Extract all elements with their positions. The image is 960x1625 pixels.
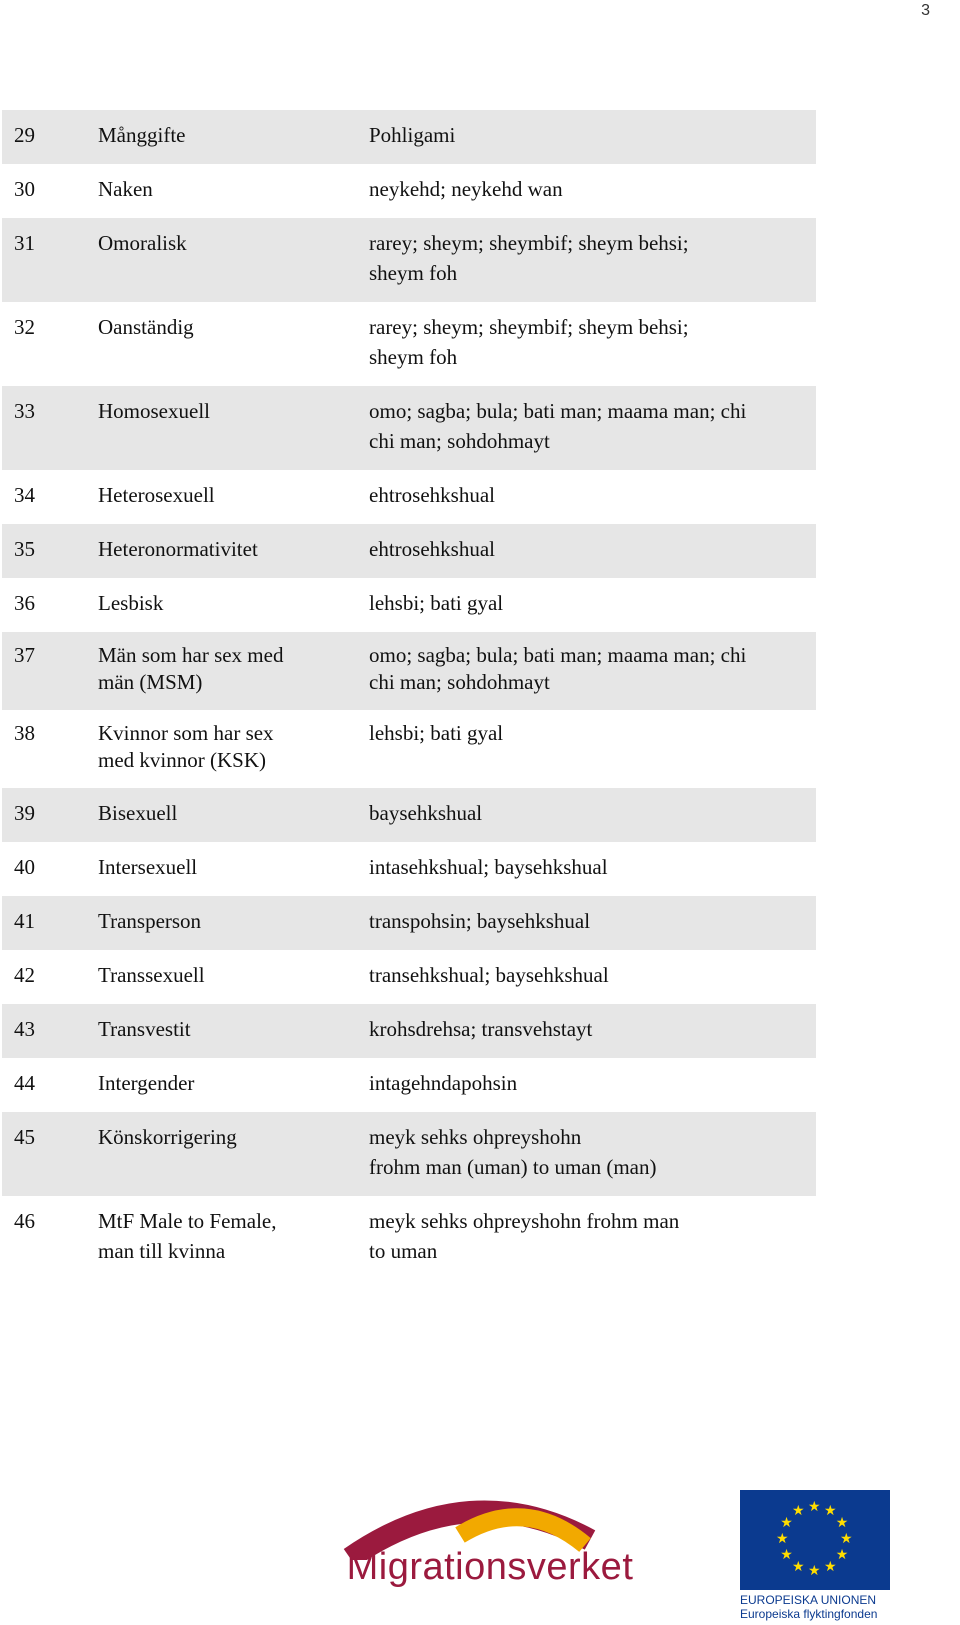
table-row bbox=[2, 218, 816, 302]
swedish-term bbox=[97, 524, 368, 578]
swedish-term bbox=[97, 302, 368, 386]
table-row bbox=[2, 578, 816, 632]
swedish-term-text: Oanständig bbox=[98, 315, 194, 339]
swedish-term-text: Män som har sex med män (MSM) bbox=[98, 643, 284, 694]
eu-star-icon: ★ bbox=[835, 1516, 849, 1531]
krio-translation bbox=[368, 710, 816, 788]
krio-translation bbox=[368, 1058, 816, 1112]
krio-translation bbox=[368, 110, 816, 164]
krio-translation-text: intagehndapohsin bbox=[369, 1071, 518, 1095]
krio-translation bbox=[368, 218, 816, 302]
migrationsverket-logo bbox=[340, 1500, 640, 1610]
table-row bbox=[2, 302, 816, 386]
migrationsverket-wordmark: Migrationsverket bbox=[346, 1546, 634, 1588]
swedish-term-text: Månggifte bbox=[98, 123, 186, 147]
krio-translation-text: transpohsin; baysehkshual bbox=[369, 909, 591, 933]
eu-star-icon: ★ bbox=[780, 1548, 793, 1563]
eu-star-icon: ★ bbox=[835, 1548, 849, 1563]
krio-translation bbox=[368, 578, 816, 632]
swedish-term-text: Transperson bbox=[98, 909, 202, 933]
krio-translation bbox=[368, 788, 816, 842]
eu-star-icon: ★ bbox=[808, 1500, 821, 1515]
term-number: 36 bbox=[14, 591, 35, 615]
term-number: 29 bbox=[2, 110, 97, 164]
swedish-term-text: Heteronormativitet bbox=[98, 537, 258, 561]
krio-translation bbox=[368, 842, 816, 896]
eu-star-icon: ★ bbox=[776, 1532, 789, 1547]
table-row bbox=[2, 842, 816, 896]
table-row bbox=[2, 788, 816, 842]
krio-translation bbox=[368, 950, 816, 1004]
krio-translation-text: ehtrosehkshual bbox=[369, 537, 495, 561]
swedish-term-text: Omoralisk bbox=[98, 231, 187, 255]
swedish-term bbox=[97, 386, 368, 470]
krio-translation-text: meyk sehks ohpreyshohn frohm man to uman bbox=[369, 1209, 680, 1263]
term-number: 37 bbox=[2, 632, 97, 710]
swedish-term bbox=[97, 842, 368, 896]
table-row bbox=[2, 1112, 816, 1196]
swedish-term bbox=[97, 788, 368, 842]
term-number: 38 bbox=[14, 721, 35, 745]
term-number: 44 bbox=[14, 1071, 35, 1095]
krio-translation bbox=[368, 632, 816, 710]
page-number: 3 bbox=[921, 2, 930, 19]
krio-translation-text: omo; sagba; bula; bati man; maama man; chi chi man; sohdohmayt bbox=[369, 399, 747, 453]
eu-star-icon: ★ bbox=[792, 1504, 805, 1520]
swedish-term bbox=[97, 1196, 368, 1280]
swedish-term-text: Homosexuell bbox=[98, 399, 210, 423]
eu-star-icon: ★ bbox=[780, 1516, 793, 1531]
swedish-term-text: Intersexuell bbox=[98, 855, 198, 879]
krio-translation bbox=[368, 386, 816, 470]
eu-star-icon: ★ bbox=[808, 1564, 821, 1579]
term-number: 31 bbox=[2, 218, 97, 302]
table-row bbox=[2, 1058, 816, 1112]
swedish-term bbox=[97, 110, 368, 164]
table-row bbox=[2, 896, 816, 950]
swedish-term-text: Lesbisk bbox=[98, 591, 164, 615]
table-row bbox=[2, 524, 816, 578]
swedish-term bbox=[97, 632, 368, 710]
krio-translation-text: intasehkshual; baysehkshual bbox=[369, 855, 608, 879]
eu-fund-label: Europeiska flyktingfonden bbox=[740, 1607, 878, 1621]
krio-translation bbox=[368, 302, 816, 386]
swedish-term bbox=[97, 164, 368, 218]
term-number: 46 bbox=[14, 1209, 35, 1233]
krio-translation-text: meyk sehks ohpreyshohn frohm man (uman) to uman (man) bbox=[369, 1125, 657, 1179]
term-number: 41 bbox=[2, 896, 97, 950]
term-number: 43 bbox=[2, 1004, 97, 1058]
eu-star-icon: ★ bbox=[824, 1504, 837, 1520]
swedish-term bbox=[97, 1004, 368, 1058]
swedish-term bbox=[97, 578, 368, 632]
term-number: 34 bbox=[14, 483, 35, 507]
swedish-term bbox=[97, 1112, 368, 1196]
term-number: 40 bbox=[14, 855, 35, 879]
table-row bbox=[2, 386, 816, 470]
swedish-term bbox=[97, 710, 368, 788]
swedish-term bbox=[97, 218, 368, 302]
krio-translation bbox=[368, 1196, 816, 1280]
table-row bbox=[2, 164, 816, 218]
krio-translation-text: neykehd; neykehd wan bbox=[369, 177, 563, 201]
eu-flag-icon bbox=[740, 1490, 890, 1590]
term-number: 33 bbox=[2, 386, 97, 470]
term-number: 32 bbox=[14, 315, 35, 339]
eu-union-label: EUROPEISKA UNIONEN bbox=[740, 1593, 877, 1607]
krio-translation-text: lehsbi; bati gyal bbox=[369, 721, 504, 745]
table-row bbox=[2, 632, 816, 710]
swedish-term-text: Könskorrigering bbox=[98, 1125, 237, 1149]
eu-star-icon: ★ bbox=[824, 1559, 837, 1575]
krio-translation bbox=[368, 470, 816, 524]
krio-translation bbox=[368, 1004, 816, 1058]
table-row bbox=[2, 470, 816, 524]
krio-translation-text: omo; sagba; bula; bati man; maama man; chi chi man; sohdohmayt bbox=[369, 643, 747, 694]
krio-translation bbox=[368, 524, 816, 578]
krio-translation bbox=[368, 164, 816, 218]
table-row bbox=[2, 1004, 816, 1058]
eu-logo bbox=[740, 1490, 890, 1621]
table-row bbox=[2, 950, 816, 1004]
krio-translation-text: rarey; sheym; sheymbif; sheym behsi; sheym foh bbox=[369, 231, 689, 285]
swedish-term bbox=[97, 896, 368, 950]
krio-translation-text: transehkshual; baysehkshual bbox=[369, 963, 609, 987]
swedish-term bbox=[97, 470, 368, 524]
krio-translation-text: lehsbi; bati gyal bbox=[369, 591, 504, 615]
glossary-table bbox=[2, 110, 816, 1280]
eu-star-icon: ★ bbox=[792, 1559, 805, 1575]
swedish-term bbox=[97, 950, 368, 1004]
swedish-term-text: Intergender bbox=[98, 1071, 195, 1095]
swedish-term-text: Bisexuell bbox=[98, 801, 178, 825]
term-number: 42 bbox=[14, 963, 35, 987]
krio-translation-text: rarey; sheym; sheymbif; sheym behsi; sheym foh bbox=[369, 315, 689, 369]
swedish-term bbox=[97, 1058, 368, 1112]
table-row bbox=[2, 1196, 816, 1280]
swedish-term-text: Transvestit bbox=[98, 1017, 191, 1041]
swedish-term-text: Heterosexuell bbox=[98, 483, 215, 507]
swedish-term-text: Kvinnor som har sex med kvinnor (KSK) bbox=[98, 721, 274, 772]
krio-translation-text: baysehkshual bbox=[369, 801, 483, 825]
krio-translation bbox=[368, 1112, 816, 1196]
krio-translation-text: ehtrosehkshual bbox=[369, 483, 495, 507]
swedish-term-text: Transsexuell bbox=[98, 963, 205, 987]
eu-star-icon: ★ bbox=[840, 1532, 853, 1547]
term-number: 35 bbox=[2, 524, 97, 578]
term-number: 45 bbox=[2, 1112, 97, 1196]
table-row bbox=[2, 110, 816, 164]
swedish-term-text: MtF Male to Female, man till kvinna bbox=[98, 1209, 277, 1263]
term-number: 30 bbox=[14, 177, 35, 201]
krio-translation-text: Pohligami bbox=[369, 123, 456, 147]
krio-translation bbox=[368, 896, 816, 950]
table-row bbox=[2, 710, 816, 788]
swedish-term-text: Naken bbox=[98, 177, 153, 201]
krio-translation-text: krohsdrehsa; transvehstayt bbox=[369, 1017, 593, 1041]
term-number: 39 bbox=[2, 788, 97, 842]
